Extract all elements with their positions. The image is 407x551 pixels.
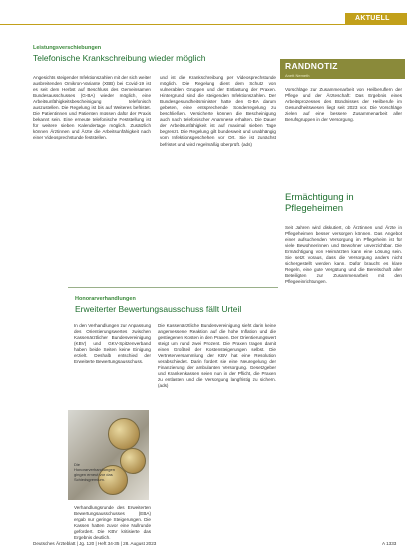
- sidebar-title: RANDNOTIZ: [285, 61, 338, 71]
- header-rule: [0, 24, 407, 25]
- article1-column-1: [33, 75, 151, 261]
- article2-column-1: [74, 323, 151, 405]
- article1-col2-text: und ist die Krankschreibung per Videosprechstunde möglich. Die Regelung dient dem Schutz von vulnerablen Gruppen und der Entlastung der Praxen. Hintergrund sind die steigenden Infektionszahlen. Der Bundesgesundheitsminister hatte den G-BA darum gebeten, eine entsprechende Sonderregelung zu beschließen. Versicherte können die Bescheinigung auch nach telefonischer Anamnese erhalten. Die Dauer der Arbeitsunfähigkeit ist auf maximal sieben Tage begrenzt. Die Regelung gilt bundesweit und unabhängig vom Infektionsgeschehen vor Ort. Sie ist zunächst befristet und wird regelmäßig überprüft. (ads): [160, 75, 276, 147]
- coin-image: [108, 418, 140, 450]
- top-margin: [0, 0, 407, 12]
- article2-rule: [68, 287, 278, 288]
- article2-col1-text: In den Verhandlungen zur Anpassung des Orientierungswertes zwischen Kassenärztlicher Bundesvereinigung (KBV) und GKV-Spitzenverband haben beide Seiten keine Einigung erzielt. Deshalb entschied der Erweiterte Bewertungsausschuss.: [74, 323, 151, 365]
- article1-col1-text: Angesichts steigender Infektionszahlen mit der sich weiter ausbreitenden Omikron-Variante (XBB) bei Covid-19 ist es seit dem Herbst auf Beschluss des Gemeinsamen Bundesausschusses (G-BA) wieder möglich, eine Arbeitsunfähigkeitsbescheinigung telefonisch auszustellen. Die Regelung ist bis auf Weiteres befristet. Die Patientinnen und Patienten müssen dafür der Praxis bekannt sein. Eine erneute telefonische Feststellung ist für weitere sieben Kalendertage möglich. Zusätzlich können Ärztinnen und Ärzte die Arbeitsunfähigkeit nach einer Videosprechstunde feststellen.: [33, 75, 151, 141]
- article1-kicker: Leistungsverschiebungen: [33, 45, 102, 51]
- article2-kicker: Honorarverhandlungen: [75, 296, 136, 302]
- sidebar-intro-text: Vorschläge zur Zusammenarbeit von Heilberuflern der Pflege und der Ärzteschaft: Das Ergebnis eines Arbeitsprozesses des Bündnisses der Heilberufe im Gesundheitswesen liegt seit 2023 vor. Die Vorschläge zielen auf eine bessere Zusammenarbeit aller Berufsgruppen in der Versorgung.: [285, 87, 402, 123]
- page-number: A 1333: [382, 541, 397, 546]
- sidebar-body-text: Seit Jahren wird diskutiert, ob Ärztinnen und Ärzte in Pflegeheimen besser versorgen können. Das Angebot einer aufsuchenden Versorgung im Pflegeheim ist für viele Bewohnerinnen und Bewohner unverzichtbar. Die Ermächtigung von Heimärzten kann eine Lösung sein. Sie setzt voraus, dass die Versorgung anders nicht sichergestellt werden kann. Dafür braucht es klare Regeln, eine gute Vergütung und die Bereitschaft aller Beteiligten zur Zusammenarbeit mit den Pflegeeinrichtungen.: [285, 225, 402, 285]
- article2-column-1b: [74, 505, 151, 545]
- article2-headline: Erweiterter Bewertungsausschuss fällt Urteil: [75, 304, 242, 314]
- article2-col2-text: Die Kassenärztliche Bundesvereinigung sieht darin keine angemessene Reaktion auf die hohe Inflation und die gestiegenen Kosten in den Praxen. Der Orientierungswert steigt um rund zwei Prozent. Die Praxen tragen damit einen Großteil der Kostensteigerungen selbst. Die Vertreterversammlung der KBV hat eine Resolution verabschiedet. Darin fordert sie eine Neuregelung der Finanzierung der ambulanten Versorgung. Gesetzgeber und Krankenkassen seien nun in der Pflicht, die Praxen zu entlasten und die Versorgung langfristig zu sichern. (ads): [158, 323, 276, 389]
- sidebar-body: [285, 225, 402, 531]
- article2-column-2: [158, 323, 276, 545]
- sidebar-author: Anett Nemeth: [285, 73, 310, 78]
- coins-photo: [68, 410, 149, 500]
- sidebar-subhead: Ermächtigung in Pflegeheimen: [285, 192, 354, 214]
- section-label: AKTUELL: [355, 15, 390, 22]
- sidebar-intro: [285, 87, 402, 183]
- photo-caption: Die Honorarverhandlungen gingen erneut vor das Schiedsgremium.: [74, 462, 115, 482]
- article2-col1b-text: Verhandlungsrunde des Erweiterten Bewertungsausschusses (EBA) ergab nur geringe Steigerungen. Die Kassen hatten zuvor eine Nullrunde gefordert. Die KBV kritisierte das Ergebnis deutlich.: [74, 505, 151, 541]
- footer-journal: Deutsches Ärzteblatt | Jg. 120 | Heft 34-35 | 28. August 2023: [33, 541, 157, 546]
- article1-column-2: [160, 75, 276, 261]
- article1-headline: Telefonische Krankschreibung wieder möglich: [33, 53, 206, 63]
